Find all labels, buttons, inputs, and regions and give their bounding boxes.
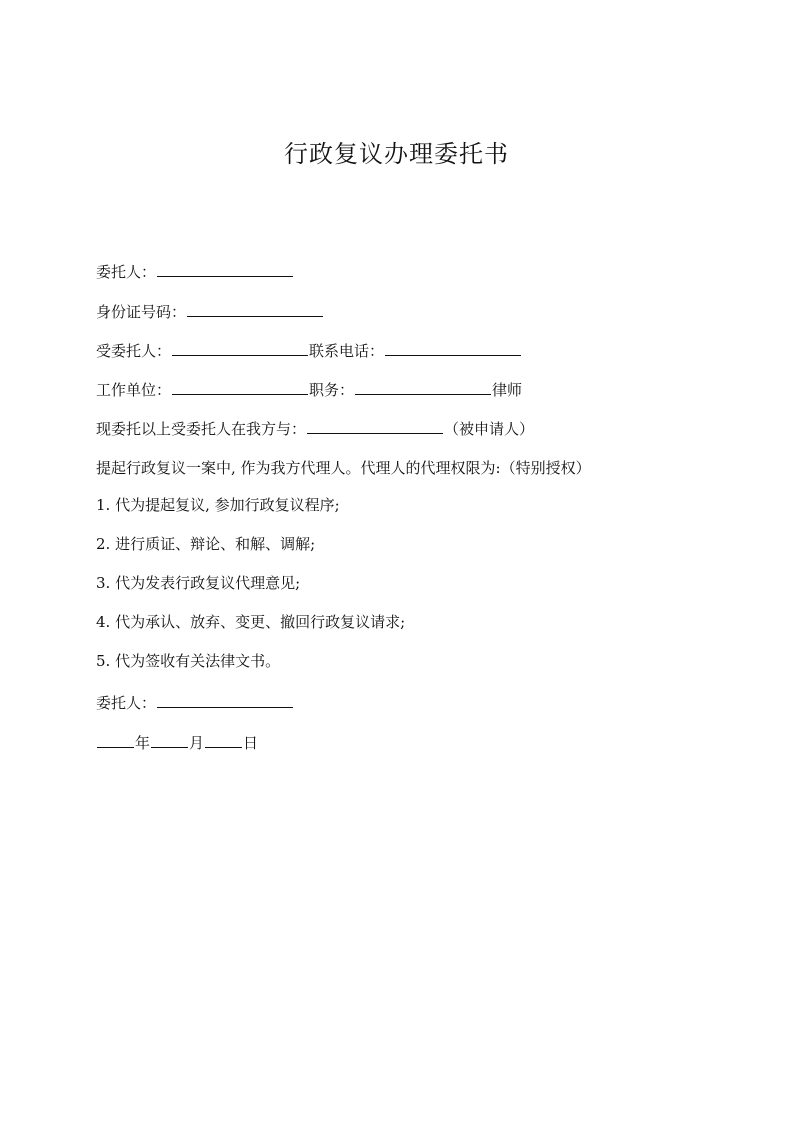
power-item-4: 4. 代为承认、放弃、变更、撤回行政复议请求; <box>96 613 406 631</box>
respondent-blank[interactable] <box>307 419 443 434</box>
day-blank[interactable] <box>205 733 242 748</box>
year-label: 年 <box>135 734 151 752</box>
position-blank[interactable] <box>355 380 491 395</box>
principal-line <box>96 262 294 282</box>
id-number-blank[interactable] <box>187 302 323 317</box>
signature-principal-blank[interactable] <box>157 693 293 708</box>
agent-line <box>96 341 522 361</box>
principal-blank[interactable] <box>157 262 293 277</box>
phone-blank[interactable] <box>385 341 521 356</box>
signature-principal-line <box>96 693 294 713</box>
date-line <box>96 733 258 753</box>
power-item-5: 5. 代为签收有关法律文书。 <box>96 652 281 670</box>
principal-label: 委托人： <box>96 263 157 281</box>
respondent-suffix: （被申请人） <box>444 420 535 438</box>
work-unit-line <box>96 380 522 400</box>
id-number-line <box>96 302 324 322</box>
work-unit-blank[interactable] <box>172 380 308 395</box>
position-label: 职务： <box>309 381 355 399</box>
agent-blank[interactable] <box>172 341 308 356</box>
work-unit-label: 工作单位： <box>96 381 172 399</box>
entrust-prefix: 现委托以上受委托人在我方与： <box>96 420 307 438</box>
month-label: 月 <box>189 734 205 752</box>
power-item-1: 1. 代为提起复议, 参加行政复议程序; <box>96 496 340 514</box>
phone-label: 联系电话： <box>309 342 385 360</box>
entrust-line <box>96 419 534 439</box>
signature-principal-label: 委托人： <box>96 694 157 712</box>
agent-label: 受委托人： <box>96 342 172 360</box>
body-intro: 提起行政复议一案中, 作为我方代理人。代理人的代理权限为:（特别授权） <box>96 459 591 477</box>
lawyer-suffix: 律师 <box>492 381 523 399</box>
year-blank[interactable] <box>97 733 134 748</box>
month-blank[interactable] <box>151 733 188 748</box>
power-item-3: 3. 代为发表行政复议代理意见; <box>96 574 301 592</box>
document-title: 行政复议办理委托书 <box>284 140 509 168</box>
id-number-label: 身份证号码： <box>96 303 187 321</box>
power-item-2: 2. 进行质证、辩论、和解、调解; <box>96 535 316 553</box>
day-label: 日 <box>243 734 259 752</box>
